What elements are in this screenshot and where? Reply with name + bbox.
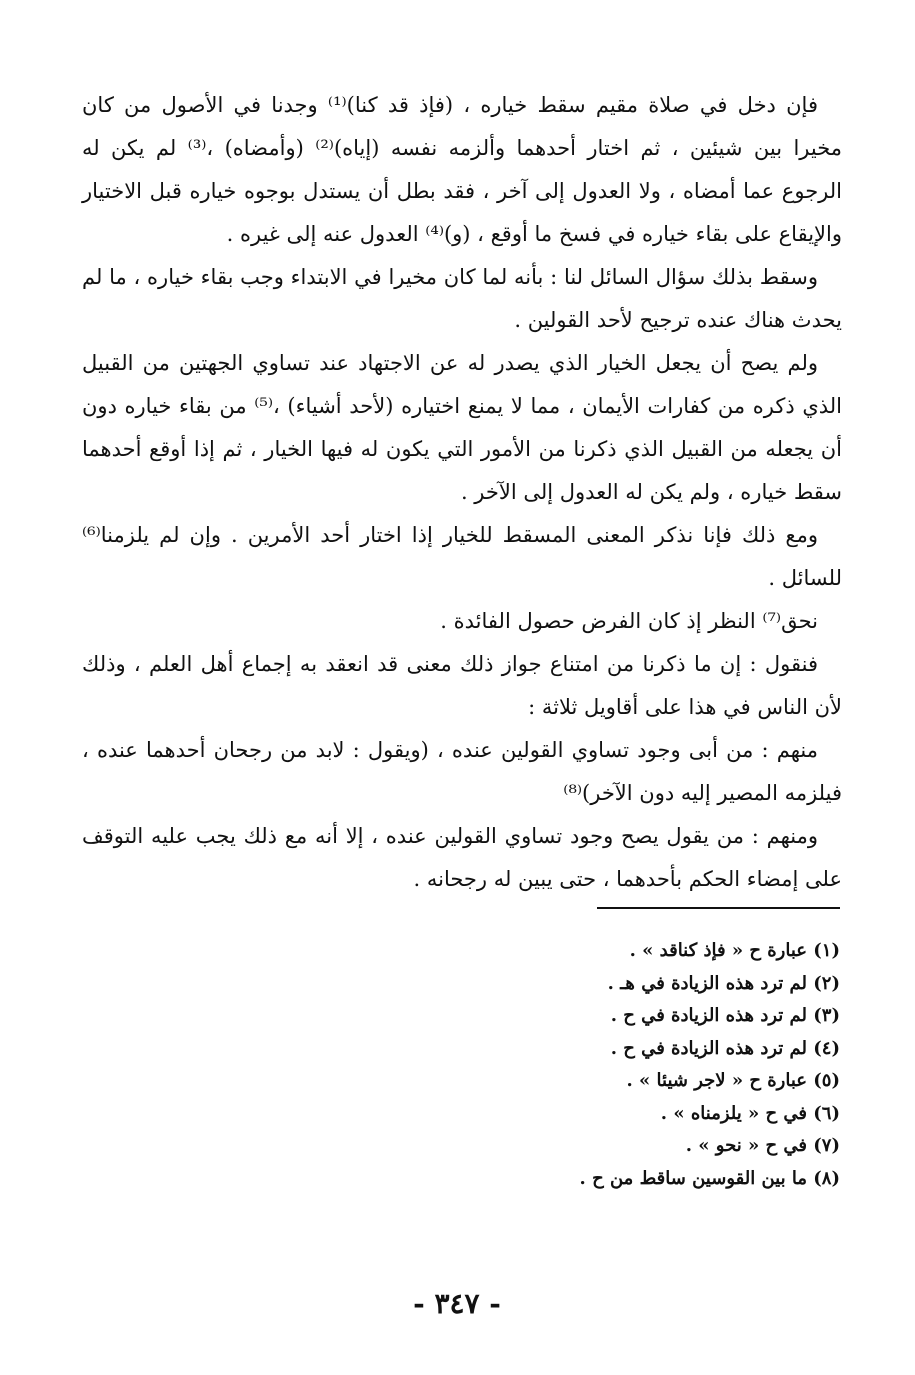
footnote-4: (٤) لم ترد هذه الزيادة في ح . <box>610 1037 840 1059</box>
page-number: - ٣٤٧ - <box>413 1287 501 1320</box>
footnote-7: (٧) في ح « نحو » . <box>685 1135 840 1156</box>
main-text <box>82 84 842 901</box>
footnote-5: (٥) عبارة ح « لاجر شيئا » . <box>626 1070 840 1091</box>
footnote-6: (٦) في ح « يلزمناه » . <box>660 1102 840 1124</box>
paragraph-1: فإن دخل في صلاة مقيم سقط خياره ، (فإذ قد كنا)⁽¹⁾ وجدنا في الأصول من كان مخيرا بين شيئين ، ثم اختار أحدهما وألزمه نفسه (إياه)⁽²⁾ (وأمضاه) ،⁽³⁾ لم يكن له الرجوع عما أمضاه ، ولا العدول إلى آخر ، فقد بطل أن يستدل بوجوه خياره قبل الاختيار والإيقاع على بقاء خياره في فسخ ما أوقع ، (و)⁽⁴⁾ العدول عنه إلى غيره . <box>82 93 843 246</box>
paragraph-6: فنقول : إن ما ذكرنا من امتناع جواز ذلك معنى قد انعقد به إجماع أهل العلم ، وذلك لأن الناس في هذا على أقاويل ثلاثة : <box>82 652 842 719</box>
footnote-2: (٢) لم ترد هذه الزيادة في هـ . <box>607 972 840 994</box>
footnotes <box>300 935 840 1195</box>
paragraph-8: ومنهم : من يقول يصح وجود تساوي القولين عنده ، إلا أنه مع ذلك يجب عليه التوقف على إمضاء الحكم بأحدهما ، حتى يبين له رجحانه . <box>82 824 842 891</box>
paragraph-2: وسقط بذلك سؤال السائل لنا : بأنه لما كان مخيرا في الابتداء وجب بقاء خياره ، ما لم يحدث هناك عنده ترجيح لأحد القولين . <box>82 265 842 332</box>
footnote-1: (١) عبارة ح « فإذ كناقد » . <box>629 940 840 961</box>
paragraph-4: ومع ذلك فإنا نذكر المعنى المسقط للخيار إذا اختار أحد الأمرين . وإن لم يلزمنا⁽⁶⁾ للسائل . <box>82 523 842 590</box>
footnote-8: (٨) ما بين القوسين ساقط من ح . <box>579 1167 840 1189</box>
paragraph-7: منهم : من أبى وجود تساوي القولين عنده ، (ويقول : لابد من رجحان أحدهما عنده ، فيلزمه المصير إليه دون الآخر)⁽⁸⁾ <box>82 738 842 805</box>
paragraph-5: نحق⁽⁷⁾ النظر إذ كان الفرض حصول الفائدة . <box>440 609 818 633</box>
footnote-3: (٣) لم ترد هذه الزيادة في ح . <box>610 1005 840 1026</box>
paragraph-3: ولم يصح أن يجعل الخيار الذي يصدر له عن الاجتهاد عند تساوي الجهتين من القبيل الذي ذكره من كفارات الأيمان ، مما لا يمنع اختياره (لأحد أشياء) ،⁽⁵⁾ من بقاء خياره دون أن يجعله من القبيل الذي ذكرنا من الأمور التي يكون له فيها الخيار ، ثم إذا أوقع أحدهما سقط خياره ، ولم يكن له العدول إلى الآخر . <box>82 351 843 504</box>
footnote-divider <box>597 907 840 909</box>
